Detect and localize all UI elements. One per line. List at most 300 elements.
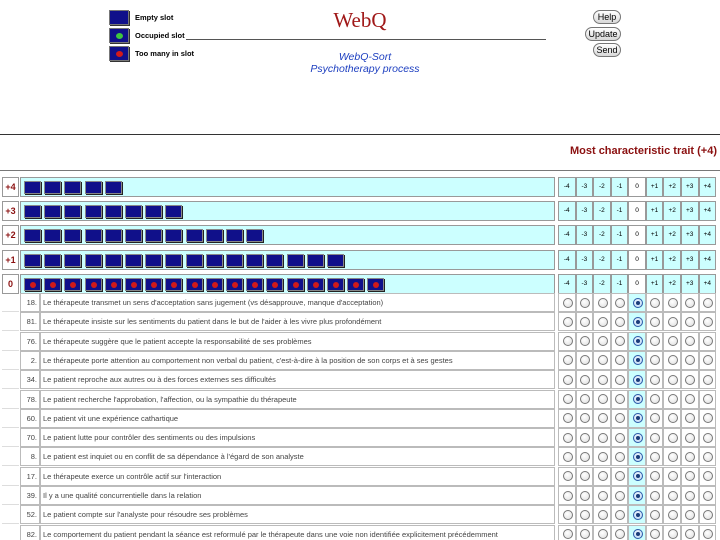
slot-dot-icon — [151, 282, 157, 288]
slot-dot-icon — [171, 282, 177, 288]
empty-slot-icon[interactable] — [145, 254, 162, 267]
rating-radio[interactable] — [633, 471, 643, 481]
slot-dot-icon — [111, 282, 117, 288]
rating-cell — [681, 332, 699, 351]
too-many-slot-icon[interactable] — [206, 278, 223, 291]
rating-cell — [699, 428, 717, 447]
empty-slot-icon[interactable] — [206, 229, 223, 242]
rating-cell — [576, 312, 594, 331]
statement-number: 34. — [20, 370, 40, 389]
empty-slot-icon[interactable] — [24, 205, 41, 218]
rating-radio[interactable] — [650, 394, 660, 404]
slot-area — [20, 250, 555, 270]
rating-cell — [558, 332, 576, 351]
rating-radio[interactable] — [650, 529, 660, 539]
rating-radio[interactable] — [685, 452, 695, 462]
empty-slot-icon[interactable] — [206, 254, 223, 267]
rating-radio[interactable] — [633, 394, 643, 404]
empty-slot-icon[interactable] — [125, 205, 142, 218]
too-many-slot-icon[interactable] — [246, 278, 263, 291]
statement-number: 39. — [20, 486, 40, 505]
statement-number: 17. — [20, 467, 40, 486]
rating-radio[interactable] — [580, 471, 590, 481]
rating-cell — [681, 293, 699, 312]
rating-radio[interactable] — [615, 433, 625, 443]
empty-slot-icon[interactable] — [64, 181, 81, 194]
rating-radio[interactable] — [703, 433, 713, 443]
update-button[interactable]: Update — [585, 27, 621, 41]
empty-slot-icon[interactable] — [226, 229, 243, 242]
rating-cell — [593, 525, 611, 540]
rating-radio[interactable] — [650, 433, 660, 443]
rating-radio[interactable] — [598, 433, 608, 443]
row-margin — [2, 293, 19, 312]
rating-radio[interactable] — [580, 355, 590, 365]
empty-slot-icon[interactable] — [246, 254, 263, 267]
rating-radio[interactable] — [615, 471, 625, 481]
rating-radio[interactable] — [650, 375, 660, 385]
empty-slot-icon[interactable] — [246, 229, 263, 242]
rating-radio[interactable] — [633, 336, 643, 346]
rating-cell — [576, 505, 594, 524]
statement-text: Le patient lutte pour contrôler des sentiments ou des impulsions — [40, 428, 555, 447]
rating-radio[interactable] — [668, 433, 678, 443]
scale-label: -4 — [558, 177, 576, 197]
rating-radios — [558, 525, 716, 540]
rating-cell — [576, 390, 594, 409]
too-many-slot-icon[interactable] — [327, 278, 344, 291]
rating-radio[interactable] — [580, 491, 590, 501]
scale-label: 0 — [628, 201, 646, 221]
rating-radio[interactable] — [650, 471, 660, 481]
slot-dot-icon — [91, 282, 97, 288]
scale-header — [558, 201, 716, 221]
too-many-slot-icon[interactable] — [145, 278, 162, 291]
rating-cell — [611, 467, 629, 486]
rating-radio[interactable] — [598, 510, 608, 520]
rating-cell — [611, 486, 629, 505]
rating-radio[interactable] — [703, 394, 713, 404]
rating-cell — [611, 525, 629, 540]
rating-radio[interactable] — [580, 394, 590, 404]
empty-slot-icon[interactable] — [24, 254, 41, 267]
empty-slot-icon[interactable] — [165, 229, 182, 242]
scale-label: +3 — [681, 177, 699, 197]
rating-radio[interactable] — [668, 355, 678, 365]
rating-radio[interactable] — [703, 298, 713, 308]
rating-radio[interactable] — [633, 413, 643, 423]
too-many-slot-icon[interactable] — [266, 278, 283, 291]
rating-radio[interactable] — [563, 510, 573, 520]
rating-radio[interactable] — [580, 529, 590, 539]
rating-cell — [628, 428, 646, 447]
empty-slot-icon[interactable] — [186, 254, 203, 267]
rating-radio[interactable] — [633, 433, 643, 443]
rating-cell — [628, 312, 646, 331]
rating-radio[interactable] — [685, 413, 695, 423]
rating-radio[interactable] — [615, 298, 625, 308]
rating-radio[interactable] — [633, 298, 643, 308]
rating-radio[interactable] — [668, 491, 678, 501]
rating-radio[interactable] — [633, 510, 643, 520]
rating-radio[interactable] — [703, 413, 713, 423]
rating-cell — [593, 293, 611, 312]
too-many-slot-icon[interactable] — [105, 278, 122, 291]
empty-slot-icon[interactable] — [85, 181, 102, 194]
rating-cell — [663, 351, 681, 370]
rating-radio[interactable] — [615, 413, 625, 423]
rating-cell — [593, 351, 611, 370]
empty-slot-icon[interactable] — [44, 229, 61, 242]
rating-radio[interactable] — [563, 317, 573, 327]
rating-radio[interactable] — [563, 375, 573, 385]
row-margin — [2, 312, 19, 331]
rating-radio[interactable] — [650, 510, 660, 520]
rating-radio[interactable] — [650, 317, 660, 327]
statement-row — [0, 467, 720, 486]
rating-radio[interactable] — [615, 336, 625, 346]
empty-slot-icon[interactable] — [64, 205, 81, 218]
empty-slot-icon[interactable] — [85, 254, 102, 267]
rating-radio[interactable] — [563, 336, 573, 346]
empty-slot-icon[interactable] — [266, 254, 283, 267]
rating-radio[interactable] — [580, 336, 590, 346]
rating-radio[interactable] — [633, 452, 643, 462]
rating-cell — [681, 390, 699, 409]
rating-radio[interactable] — [563, 452, 573, 462]
empty-slot-icon[interactable] — [145, 229, 162, 242]
scale-label: +3 — [681, 225, 699, 245]
rating-radio[interactable] — [685, 433, 695, 443]
statement-text: Le patient reproche aux autres ou à des forces externes ses difficultés — [40, 370, 555, 389]
rating-radio[interactable] — [563, 413, 573, 423]
empty-slot-icon[interactable] — [125, 254, 142, 267]
rating-radio[interactable] — [580, 452, 590, 462]
rating-radio[interactable] — [703, 471, 713, 481]
rating-cell — [663, 370, 681, 389]
rating-cell — [663, 312, 681, 331]
rating-cell — [646, 370, 664, 389]
rating-radio[interactable] — [598, 471, 608, 481]
rating-radio[interactable] — [580, 375, 590, 385]
rating-radio[interactable] — [668, 336, 678, 346]
row-margin — [2, 467, 19, 486]
rating-radio[interactable] — [685, 375, 695, 385]
too-many-slot-icon[interactable] — [226, 278, 243, 291]
rating-cell — [593, 486, 611, 505]
help-button[interactable]: Help — [593, 10, 621, 24]
too-many-slot-icon[interactable] — [85, 278, 102, 291]
rating-radio[interactable] — [703, 317, 713, 327]
score-row-plus2 — [0, 225, 720, 245]
rating-cell — [593, 409, 611, 428]
section-divider — [0, 134, 720, 135]
rating-radio[interactable] — [650, 298, 660, 308]
rating-radio[interactable] — [598, 394, 608, 404]
rating-radio[interactable] — [703, 336, 713, 346]
empty-slot-icon[interactable] — [64, 254, 81, 267]
rating-radio[interactable] — [633, 375, 643, 385]
statement-number: 2. — [20, 351, 40, 370]
rating-radio[interactable] — [598, 491, 608, 501]
rating-radio[interactable] — [615, 510, 625, 520]
scale-label: -2 — [593, 274, 611, 294]
rating-radio[interactable] — [685, 510, 695, 520]
rating-cell — [611, 447, 629, 466]
empty-slot-icon[interactable] — [64, 229, 81, 242]
rating-radio[interactable] — [615, 452, 625, 462]
empty-slot-icon[interactable] — [165, 205, 182, 218]
empty-slot-icon[interactable] — [44, 205, 61, 218]
rating-radios — [558, 293, 716, 312]
rating-radio[interactable] — [633, 491, 643, 501]
rating-radio[interactable] — [668, 471, 678, 481]
rating-cell — [663, 332, 681, 351]
rating-radio[interactable] — [685, 317, 695, 327]
empty-slot-icon[interactable] — [165, 254, 182, 267]
rating-radios — [558, 505, 716, 524]
rating-cell — [663, 525, 681, 540]
rating-cell — [646, 525, 664, 540]
score-row-plus3 — [0, 201, 720, 221]
scale-label: -3 — [576, 274, 594, 294]
rating-cell — [681, 428, 699, 447]
rating-radio[interactable] — [580, 298, 590, 308]
empty-slot-icon[interactable] — [307, 254, 324, 267]
empty-slot-icon[interactable] — [105, 205, 122, 218]
rating-cell — [681, 370, 699, 389]
too-many-slot-icon[interactable] — [64, 278, 81, 291]
rating-radio[interactable] — [668, 317, 678, 327]
too-many-slot-icon[interactable] — [165, 278, 182, 291]
rating-radio[interactable] — [650, 413, 660, 423]
too-many-slot-icon[interactable] — [347, 278, 364, 291]
rating-radio[interactable] — [685, 336, 695, 346]
rating-cell — [558, 467, 576, 486]
rating-cell — [646, 467, 664, 486]
empty-slot-icon[interactable] — [105, 254, 122, 267]
row-margin — [2, 428, 19, 447]
too-many-slot-icon[interactable] — [287, 278, 304, 291]
rating-cell — [681, 467, 699, 486]
rating-radio[interactable] — [615, 375, 625, 385]
rating-radio[interactable] — [598, 298, 608, 308]
rating-radio[interactable] — [668, 510, 678, 520]
rating-radio[interactable] — [650, 452, 660, 462]
empty-slot-icon[interactable] — [327, 254, 344, 267]
too-many-slot-icon[interactable] — [186, 278, 203, 291]
rating-radio[interactable] — [703, 452, 713, 462]
legend-label: Empty slot — [135, 13, 174, 22]
scale-label: -1 — [611, 177, 629, 197]
rating-radio[interactable] — [598, 452, 608, 462]
rating-radio[interactable] — [580, 510, 590, 520]
too-many-slot-icon[interactable] — [367, 278, 384, 291]
rating-cell — [681, 525, 699, 540]
scale-header — [558, 250, 716, 270]
rating-radio[interactable] — [668, 394, 678, 404]
rating-radio[interactable] — [703, 375, 713, 385]
scale-label: 0 — [628, 250, 646, 270]
rating-cell — [646, 409, 664, 428]
rating-radio[interactable] — [580, 317, 590, 327]
statement-text: Le patient compte sur l'analyste pour résoudre ses problèmes — [40, 505, 555, 524]
rating-cell — [611, 332, 629, 351]
rating-radio[interactable] — [650, 336, 660, 346]
statement-number: 82. — [20, 525, 40, 540]
empty-slot-icon[interactable] — [226, 254, 243, 267]
rating-cell — [699, 370, 717, 389]
rating-cell — [576, 370, 594, 389]
rating-cell — [558, 370, 576, 389]
too-many-slot-icon[interactable] — [307, 278, 324, 291]
rating-radio[interactable] — [563, 471, 573, 481]
rating-cell — [576, 428, 594, 447]
rating-cell — [628, 467, 646, 486]
statement-row — [0, 409, 720, 428]
scale-label: +1 — [646, 225, 664, 245]
rating-radio[interactable] — [685, 529, 695, 539]
rating-radio[interactable] — [685, 355, 695, 365]
rating-cell — [699, 467, 717, 486]
statement-number: 52. — [20, 505, 40, 524]
rating-radio[interactable] — [668, 413, 678, 423]
empty-slot-icon[interactable] — [85, 229, 102, 242]
rating-radio[interactable] — [615, 394, 625, 404]
scale-label: +4 — [699, 177, 717, 197]
empty-slot-icon[interactable] — [44, 254, 61, 267]
rating-radio[interactable] — [598, 317, 608, 327]
rating-radio[interactable] — [563, 529, 573, 539]
rating-radio[interactable] — [703, 355, 713, 365]
rating-cell — [663, 293, 681, 312]
row-margin — [2, 505, 19, 524]
rating-cell — [558, 505, 576, 524]
rating-radio[interactable] — [615, 355, 625, 365]
rating-cell — [646, 332, 664, 351]
rating-radio[interactable] — [703, 491, 713, 501]
rating-cell — [628, 447, 646, 466]
rating-cell — [663, 390, 681, 409]
statement-text: Le patient est inquiet ou en conflit de sa dépendance à l'égard de son analyste — [40, 447, 555, 466]
too-many-slot-icon[interactable] — [24, 278, 41, 291]
empty-slot-icon[interactable] — [125, 229, 142, 242]
rating-cell — [628, 525, 646, 540]
empty-slot-icon[interactable] — [186, 229, 203, 242]
rating-radio[interactable] — [615, 317, 625, 327]
too-many-slot-icon[interactable] — [125, 278, 142, 291]
statement-row — [0, 332, 720, 351]
scale-label: -1 — [611, 225, 629, 245]
rating-radio[interactable] — [685, 298, 695, 308]
rating-radios — [558, 486, 716, 505]
scale-header — [558, 225, 716, 245]
scale-label: -3 — [576, 201, 594, 221]
scale-label: +2 — [663, 201, 681, 221]
rating-radio[interactable] — [563, 298, 573, 308]
rating-radios — [558, 370, 716, 389]
rating-radio[interactable] — [668, 529, 678, 539]
rating-cell — [611, 409, 629, 428]
empty-slot-icon[interactable] — [44, 181, 61, 194]
slot-dot-icon — [70, 282, 76, 288]
empty-slot-icon[interactable] — [287, 254, 304, 267]
rating-radio[interactable] — [598, 413, 608, 423]
rating-radio[interactable] — [668, 452, 678, 462]
empty-slot-icon[interactable] — [24, 181, 41, 194]
rating-cell — [558, 351, 576, 370]
rating-radio[interactable] — [563, 491, 573, 501]
rating-cell — [558, 447, 576, 466]
rating-radio[interactable] — [598, 529, 608, 539]
rating-radio[interactable] — [668, 375, 678, 385]
rating-cell — [576, 409, 594, 428]
rating-radio[interactable] — [703, 529, 713, 539]
rating-radio[interactable] — [650, 491, 660, 501]
rating-cell — [646, 447, 664, 466]
rating-cell — [699, 332, 717, 351]
rating-radio[interactable] — [633, 529, 643, 539]
rating-cell — [628, 409, 646, 428]
statement-row — [0, 486, 720, 505]
rating-radio[interactable] — [563, 355, 573, 365]
slot-dot-icon — [252, 282, 258, 288]
rating-cell — [628, 370, 646, 389]
rating-radio[interactable] — [633, 355, 643, 365]
rating-radio[interactable] — [580, 433, 590, 443]
rating-cell — [558, 293, 576, 312]
rating-radio[interactable] — [668, 298, 678, 308]
rating-radio[interactable] — [703, 510, 713, 520]
row-margin — [2, 332, 19, 351]
too-many-slot-icon[interactable] — [44, 278, 61, 291]
scale-label: +1 — [646, 177, 664, 197]
scale-label: +4 — [699, 225, 717, 245]
rating-cell — [646, 505, 664, 524]
empty-slot-icon[interactable] — [105, 181, 122, 194]
score-label: +3 — [2, 201, 19, 221]
rating-cell — [663, 505, 681, 524]
empty-slot-icon[interactable] — [85, 205, 102, 218]
rating-radio[interactable] — [685, 491, 695, 501]
score-label: +2 — [2, 225, 19, 245]
send-button[interactable]: Send — [593, 43, 621, 57]
scale-label: 0 — [628, 225, 646, 245]
rating-radio[interactable] — [598, 336, 608, 346]
rating-radio[interactable] — [615, 529, 625, 539]
rating-cell — [699, 312, 717, 331]
rating-cell — [646, 486, 664, 505]
rating-radio[interactable] — [685, 394, 695, 404]
statement-text: Il y a une qualité concurrentielle dans la relation — [40, 486, 555, 505]
empty-slot-icon[interactable] — [24, 229, 41, 242]
empty-slot-icon[interactable] — [145, 205, 162, 218]
empty-slot-icon[interactable] — [105, 229, 122, 242]
scale-label: +2 — [663, 250, 681, 270]
grid-top-border — [0, 170, 720, 171]
rating-radio[interactable] — [598, 355, 608, 365]
rating-radio[interactable] — [650, 355, 660, 365]
rating-radio[interactable] — [633, 317, 643, 327]
rating-radio[interactable] — [580, 413, 590, 423]
statement-text: Le comportement du patient pendant la séance est reformulé par le thérapeute dans une voie non identifiée explicitement précédemment — [40, 525, 555, 540]
rating-radio[interactable] — [563, 433, 573, 443]
rating-radio[interactable] — [615, 491, 625, 501]
rating-radio[interactable] — [563, 394, 573, 404]
rating-cell — [611, 370, 629, 389]
rating-radio[interactable] — [598, 375, 608, 385]
rating-radio[interactable] — [685, 471, 695, 481]
